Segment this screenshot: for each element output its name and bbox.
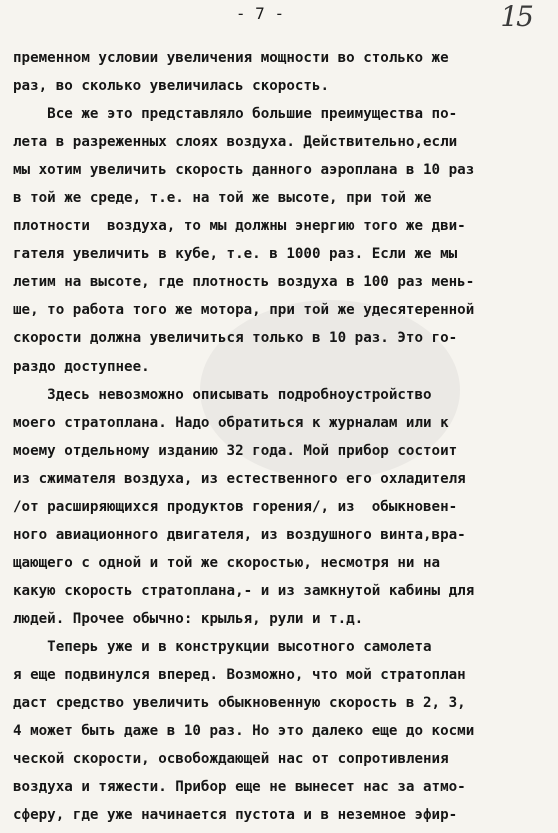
- text-line: в той же среде, т.е. на той же высоте, при той же: [13, 190, 432, 207]
- text-line: моего стратоплана. Надо обратиться к журналам или к: [13, 414, 449, 431]
- page-number: - 7 -: [235, 4, 285, 23]
- body-text: [13, 44, 558, 829]
- text-line: 4 может быть даже в 10 раз. Но это далеко еще до косми: [13, 723, 475, 740]
- text-line: мы хотим увеличить скорость данного аэроплана в 10 раз: [13, 162, 475, 179]
- text-line: щающего с одной и той же скоростью, несмотря ни на: [13, 554, 441, 571]
- text-line: моему отдельному изданию 32 года. Мой прибор состоит: [13, 442, 458, 459]
- text-line: воздуха и тяжести. Прибор еще не вынесет нас за атмо-: [13, 779, 466, 796]
- text-line: летим на высоте, где плотность воздуха в 100 раз мень-: [13, 274, 475, 291]
- handwritten-folio-number: 15: [500, 0, 532, 33]
- text-line: /от расширяющихся продуктов горения/, из обыкновен-: [13, 498, 458, 515]
- text-line: лета в разреженных слоях воздуха. Действительно,если: [13, 134, 458, 151]
- text-line: плотности воздуха, то мы должны энергию того же дви-: [13, 218, 466, 235]
- text-line: какую скорость стратоплана,- и из замкнутой кабины для: [13, 582, 475, 599]
- text-line: даст средство увеличить обыкновенную скорость в 2, 3,: [13, 695, 466, 712]
- text-line: Теперь уже и в конструкции высотного самолета: [13, 638, 432, 655]
- text-line: людей. Прочее обычно: крылья, рули и т.д.: [13, 610, 364, 627]
- text-line: сферу, где уже начинается пустота и в неземное эфир-: [13, 807, 458, 824]
- text-line: раздо доступнее.: [13, 358, 150, 375]
- text-line: я еще подвинулся вперед. Возможно, что мой стратоплан: [13, 667, 466, 684]
- text-line: скорости должна увеличиться только в 10 раз. Это го-: [13, 330, 458, 347]
- text-line: гателя увеличить в кубе, т.е. в 1000 раз. Если же мы: [13, 246, 458, 263]
- text-line: Здесь невозможно описывать подробноустройство: [13, 386, 432, 403]
- text-line: Все же это представляло большие преимущества по-: [13, 106, 458, 123]
- text-line: из сжимателя воздуха, из естественного его охладителя: [13, 470, 466, 487]
- text-line: раз, во сколько увеличилась скорость.: [13, 78, 330, 95]
- text-line: ного авиационного двигателя, из воздушного винта,вра-: [13, 526, 466, 543]
- text-line: пременном условии увеличения мощности во столько же: [13, 50, 449, 66]
- text-line: ческой скорости, освобождающей нас от сопротивления: [13, 751, 449, 768]
- text-line: ше, то работа того же мотора, при той же удесятеренной: [13, 302, 475, 319]
